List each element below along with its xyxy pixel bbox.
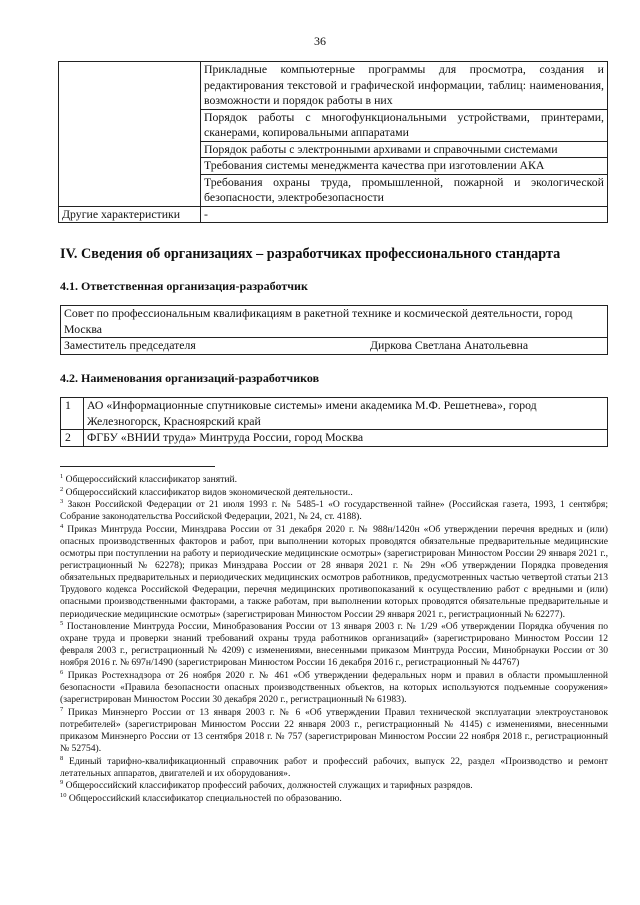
org-name: ФГБУ «ВНИИ труда» Минтруда России, город Москва: [84, 430, 608, 447]
footnote-marker: 1: [60, 472, 64, 480]
org-number: 1: [61, 398, 84, 430]
footnote: [60, 499, 608, 523]
subsection-title-developers: 4.2. Наименования организаций-разработчиков: [60, 371, 320, 385]
developer-orgs-table: [60, 397, 608, 447]
footnote-text: Постановление Минтруда России, Минобразования России от 13 января 2003 г. № 1/29 «Об утверждении Порядка обучения по охране труда и проверки знаний требований охраны труда работников организаций» (зарегистрировано Минюстом России 12 февраля 2003 г., регистрационный № 4209) с изменениями, внесенными приказом Минтруда России, Минобрнауки России от 30 ноября 2016 г. № 697н/1490 (зарегистрирован Минюстом России 16 декабря 2016 г., регистрационный № 44767): [60, 621, 609, 669]
footnote-marker: 6: [60, 668, 64, 676]
table-row: [59, 62, 608, 110]
footnote-text: Общероссийский классификатор занятий.: [65, 474, 238, 485]
other-characteristics-value: -: [201, 206, 608, 223]
footnote: [60, 707, 608, 755]
org-position: Заместитель председателя: [61, 338, 368, 355]
other-characteristics-label: Другие характеристики: [59, 206, 201, 223]
org-name: Совет по профессиональным квалификациям в ракетной технике и космической деятельности, город Москва: [61, 306, 608, 338]
footnote-marker: 4: [60, 522, 64, 530]
table-cell-empty: [59, 62, 201, 207]
section-title: IV. Сведения об организациях – разработчиках профессионального стандарта: [60, 246, 561, 262]
competency-table: [58, 61, 608, 223]
footnote-marker: 5: [60, 619, 64, 627]
table-cell: Порядок работы с электронными архивами и справочными системами: [201, 141, 608, 158]
footnote: [60, 793, 608, 805]
table-row: [59, 206, 608, 223]
footnote: [60, 524, 608, 621]
footnote: [60, 474, 608, 486]
footnote-text: Общероссийский классификатор специальностей по образованию.: [68, 792, 342, 804]
footnote: [60, 670, 608, 706]
org-number: 2: [61, 430, 84, 447]
org-person: Диркова Светлана Анатольевна: [367, 338, 608, 355]
footnote-marker: 9: [60, 779, 64, 787]
table-row: [61, 398, 608, 430]
footnote-marker: 2: [60, 485, 64, 493]
page-number: 36: [314, 34, 326, 48]
footnote-marker: 3: [60, 498, 64, 505]
footnote-text: Приказ Минэнерго России от 13 января 2003 г. № 6 «Об утверждении Правил технической эксплуатации электроустановок потребителей» (зарегистрирован Минюстом России 22 января 2003 г., регистрационный № 4145) с изменениями, внесенными приказом Минэнерго России от 13 сентября 2018 г. № 757 (зарегистрирован Минюстом России 22 ноября 2018 г., регистрационный № 52754).: [60, 706, 609, 755]
responsible-org-table: [60, 305, 608, 355]
footnote-divider: [60, 466, 215, 467]
subsection-title-responsible: 4.1. Ответственная организация-разработчик: [60, 279, 308, 293]
table-row: [61, 306, 608, 338]
footnote-marker: 8: [60, 754, 64, 762]
footnote-marker: 7: [60, 705, 64, 713]
table-cell: Прикладные компьютерные программы для просмотра, создания и редактирования текстовой и графической информации, таблиц: наименования, возможности и порядок работы в них: [201, 62, 608, 110]
footnote-text: Единый тарифно-квалификационный справочник работ и профессий рабочих, выпуск 22, раздел «Производство и ремонт летательных аппаратов, двигателей и их оборудования».: [60, 755, 608, 779]
org-name: АО «Информационные спутниковые системы» имени академика М.Ф. Решетнева», город Железногорск, Красноярский край: [84, 398, 608, 430]
footnote-marker: 10: [60, 791, 67, 799]
footnote: [60, 756, 608, 780]
footnote-text: Общероссийский классификатор видов экономической деятельности..: [65, 486, 353, 498]
table-cell: Порядок работы с многофункциональными устройствами, принтерами, сканерами, копировальными аппаратами: [201, 109, 608, 141]
footnote-text: Приказ Минтруда России, Минздрава России от 31 декабря 2020 г. № 988н/1420н «Об утверждении перечня вредных и (или) опасных производственных факторов и работ, при выполнении которых проводятся обязательные предварительные медицинские осмотры при поступлении на работу и периодические медицинские осмотры» (зарегистрирован Минюстом России 29 января 2021 г., регистрационный № 62278); приказ Минздрава России от 28 января 2021 г. № 29н «Об утверждении Порядка проведения обязательных предварительных и периодических медицинских осмотров работников, предусмотренных частью четвертой статьи 213 Трудового кодекса Российской Федерации, перечня медицинских противопоказаний к осуществлению работ с вредными и (или) опасными производственными факторами, а также работам, при выполнении которых проводятся обязательные предварительные и периодические медицинские осмотры» (зарегистрирован Минюстом России 29 января 2021 г., регистрационный № 62277).: [60, 523, 608, 620]
table-cell: Требования охраны труда, промышленной, пожарной и экологической безопасности, электробезопасности: [201, 174, 608, 206]
footnote-text: Приказ Ростехнадзора от 26 ноября 2020 г. № 461 «Об утверждении федеральных норм и правил в области промышленной безопасности «Правила безопасности опасных производственных объектов, на которых используются подъемные сооружения» (зарегистрирован Минюстом России 30 декабря 2020 г., регистрационный № 61983).: [60, 670, 609, 706]
footnote-text: Общероссийский классификатор профессий рабочих, должностей служащих и тарифных разрядов.: [65, 780, 473, 792]
table-row: [61, 430, 608, 447]
footnote: [60, 621, 608, 669]
footnote-text: Закон Российской Федерации от 21 июля 1993 г. № 5485-1 «О государственной тайне» (Российская газета, 1993, 1 сентября; Собрание законодательства Российской Федерации, 2021, № 24, ст. 4188).: [60, 499, 608, 523]
table-cell: Требования системы менеджмента качества при изготовлении АКА: [201, 158, 608, 175]
footnote: [60, 780, 608, 792]
footnotes: [60, 474, 608, 806]
footnote: [60, 487, 608, 499]
table-row: [61, 338, 608, 355]
